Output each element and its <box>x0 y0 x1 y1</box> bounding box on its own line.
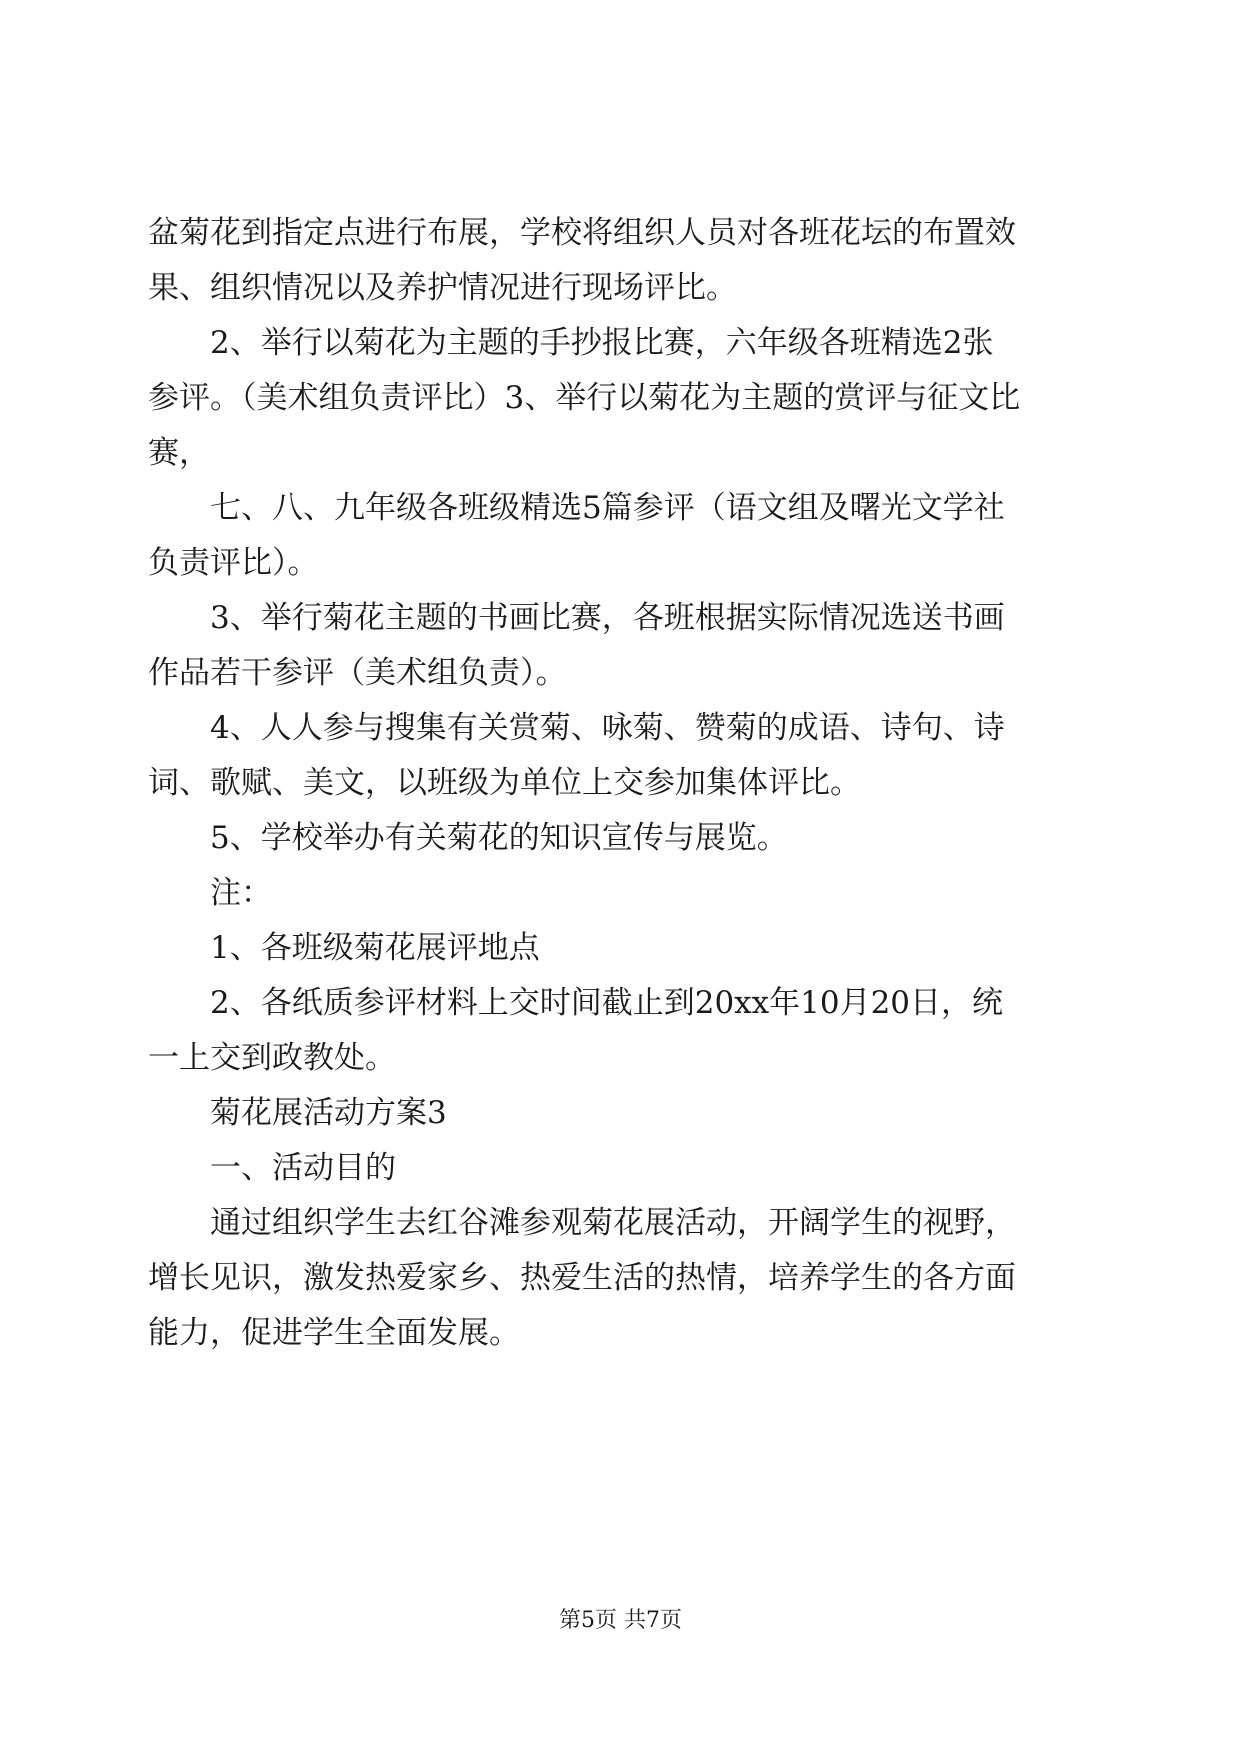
line-text: 注： <box>210 875 272 911</box>
line-text: 负责评比）。 <box>148 545 319 581</box>
line-text: 2、举行以菊花为主题的手抄报比赛，六年级各班精选2张 <box>210 325 994 361</box>
line-text: 1、各班级菊花展评地点 <box>210 930 540 966</box>
line-text: 菊花展活动方案3 <box>210 1095 447 1131</box>
line-text: 一上交到政教处。 <box>148 1040 396 1076</box>
line-text: 参评。（美术组负责评比）3、举行以菊花为主题的赏评与征文比 <box>148 380 1021 416</box>
line-text: 作品若干参评（美术组负责）。 <box>148 655 567 691</box>
line-text: 一、活动目的 <box>210 1150 396 1186</box>
line-text: 七、八、九年级各班级精选5篇参评（语文组及曙光文学社 <box>210 490 1005 526</box>
line-text: 盆菊花到指定点进行布展，学校将组织人员对各班花坛的布置效 <box>148 215 1016 251</box>
line-text: 词、歌赋、美文，以班级为单位上交参加集体评比。 <box>148 765 861 801</box>
line-text: 2、各纸质参评材料上交时间截止到20xx年10月20日，统 <box>210 985 1004 1021</box>
line-text: 5、学校举办有关菊花的知识宣传与展览。 <box>210 820 788 856</box>
line-text: 果、组织情况以及养护情况进行现场评比。 <box>148 270 737 306</box>
line-text: 增长见识，激发热爱家乡、热爱生活的热情，培养学生的各方面 <box>148 1260 1016 1296</box>
line-text: 4、人人参与搜集有关赏菊、咏菊、赞菊的成语、诗句、诗 <box>210 710 1005 746</box>
line-text: 3、举行菊花主题的书画比赛，各班根据实际情况选送书画 <box>210 600 1005 636</box>
line-text: 赛， <box>148 435 210 471</box>
line-text: 能力，促进学生全面发展。 <box>148 1315 520 1351</box>
page-number-label: 第5页 共7页 <box>559 1608 682 1633</box>
page-footer <box>0 1606 1241 1636</box>
line-text: 通过组织学生去红谷滩参观菊花展活动，开阔学生的视野， <box>210 1205 1016 1241</box>
